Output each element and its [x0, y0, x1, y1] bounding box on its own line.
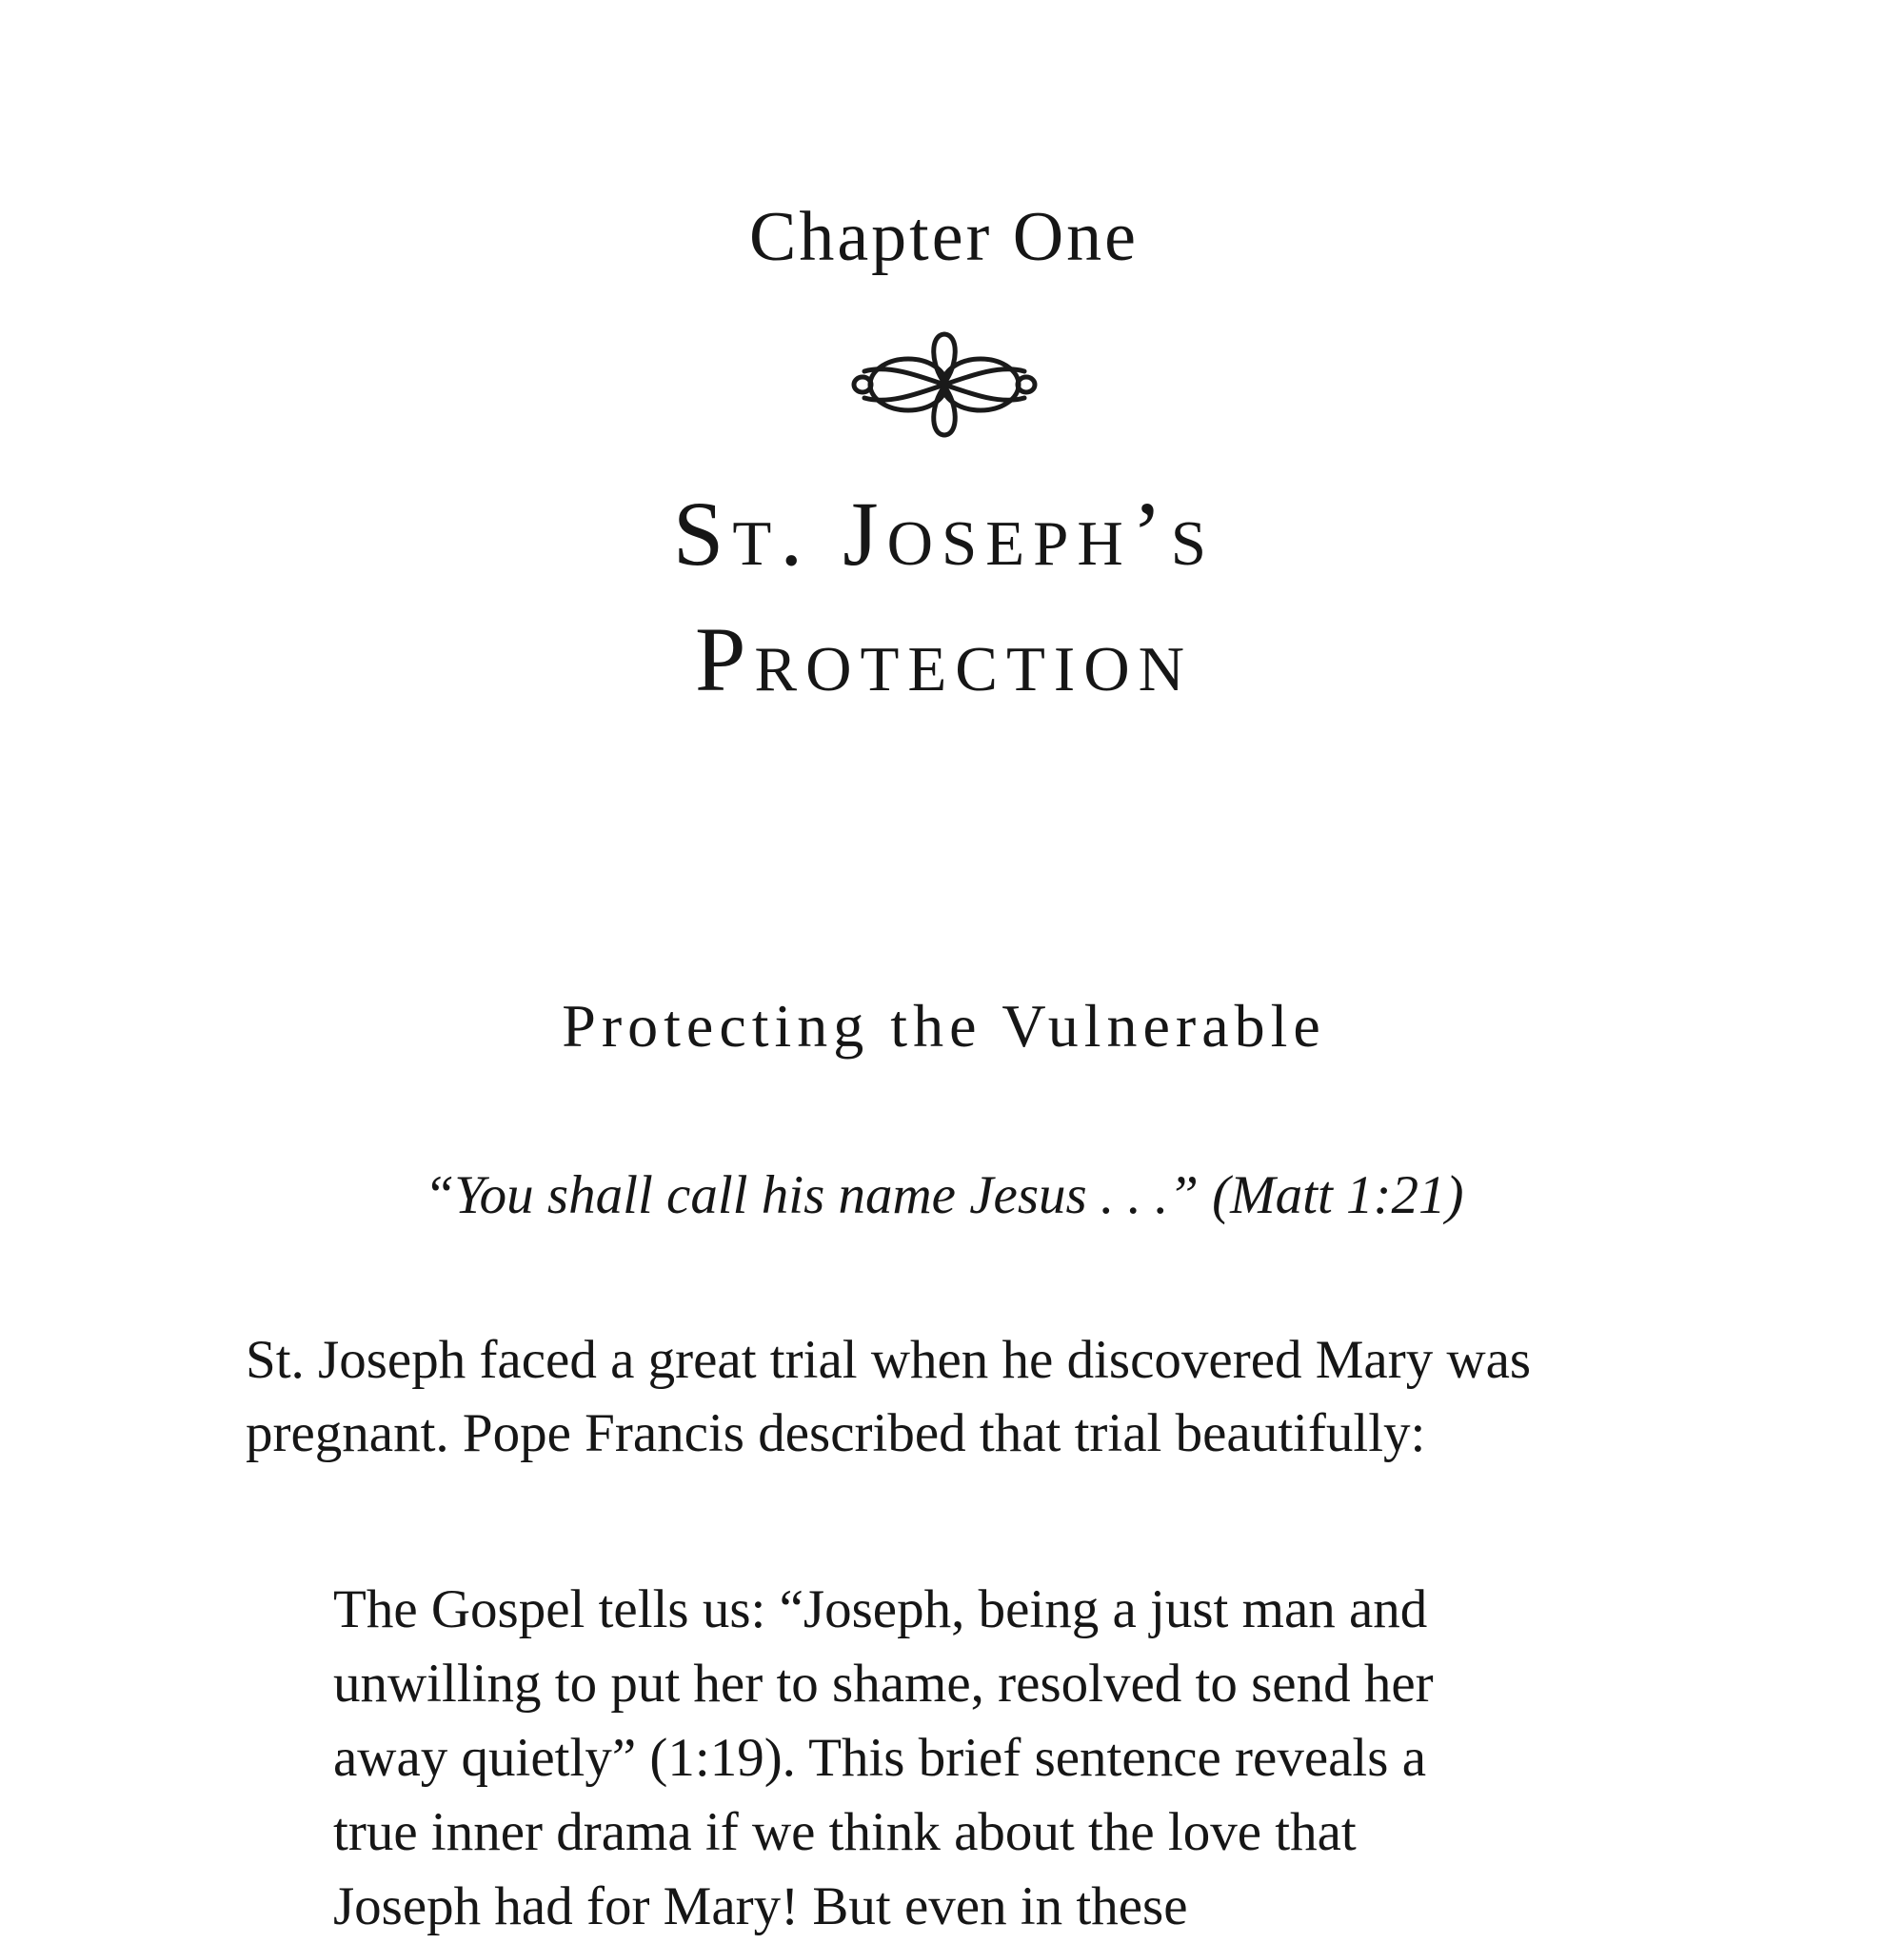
chapter-title	[246, 471, 1642, 723]
chapter-title-line-2: Protection	[694, 608, 1193, 710]
blockquote-line: The Gospel tells us: “Joseph, being a just man and	[333, 1579, 1428, 1639]
blockquote-line: unwilling to put her to shame, resolved to send her	[333, 1654, 1434, 1714]
paragraph-line: St. Joseph faced a great trial when he discovered Mary was	[246, 1330, 1532, 1390]
paragraph-line: pregnant. Pope Francis described that trial beautifully:	[246, 1403, 1426, 1463]
text-column	[246, 0, 1642, 1936]
scripture-epigraph: “You shall call his name Jesus . . .” (Matt 1:21)	[424, 1165, 1464, 1225]
chapter-label: Chapter One	[748, 198, 1140, 276]
blockquote-line: true inner drama if we think about the love that	[333, 1802, 1357, 1862]
blockquote-line: away quietly” (1:19). This brief sentence reveals a	[333, 1728, 1426, 1788]
pope-francis-blockquote	[333, 1573, 1561, 1944]
blockquote-line-clipped: Joseph had for Mary! But even in these	[333, 1876, 1188, 1936]
ornament-container	[246, 322, 1642, 452]
section-heading: Protecting the Vulnerable	[562, 992, 1326, 1060]
flourish-ornament-icon	[851, 322, 1038, 447]
chapter-title-line-1: St. Joseph’s	[672, 483, 1216, 585]
intro-paragraph	[246, 1323, 1642, 1470]
